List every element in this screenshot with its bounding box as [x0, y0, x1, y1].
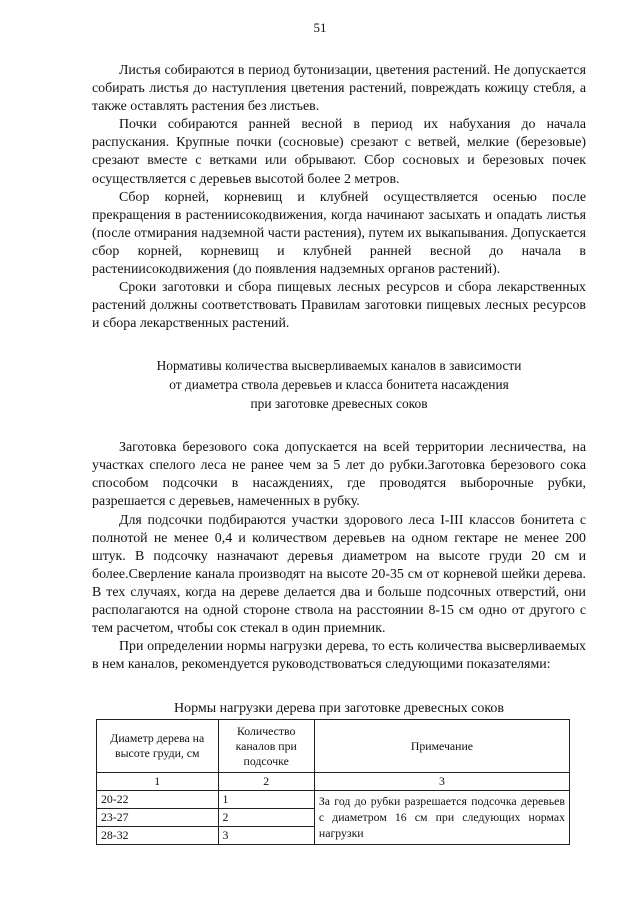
paragraph-load-norms: При определении нормы нагрузки дерева, то есть количества высверливаемых в нем каналов, рекомендуется руководствоваться следующими показателями:: [92, 639, 586, 673]
column-number-3: 3: [314, 773, 569, 791]
tapping-load-table: [96, 719, 570, 845]
diameter-cell: 28-32: [97, 827, 219, 845]
table-row: [97, 791, 570, 809]
column-number-2: 2: [218, 773, 314, 791]
paragraph-roots: Сбор корней, корневищ и клубней осуществляется осенью после прекращения в растениисокодвижения, когда начинают засыхать и опадать листья (после отмирания надземной части растения), путем их выкапывания. Допускается сбор корней, корневищ и клубней ранней весной до начала в растениисокодвижения (до появления надземных органов растений).: [92, 189, 586, 278]
paragraph-terms: Сроки заготовки и сбора пищевых лесных ресурсов и сбора лекарственных растений должны соответствовать Правилам заготовки пищевых лесных ресурсов и сбора лекарственных растений.: [92, 280, 586, 332]
header-note: Примечание: [314, 720, 569, 773]
table-header-row: [97, 720, 570, 773]
page-number: 51: [313, 20, 327, 35]
paragraph-buds: Почки собираются ранней весной в период их набухания до начала распускания. Крупные почки (сосновые) срезают с ветвей, мелкие (березовые) срезают вместе с ветками или обрывают. Сбор сосновых и березовых почек осуществляется с деревьев высотой более 2 метров.: [92, 117, 586, 187]
section-heading: [92, 357, 586, 413]
diameter-cell: 20-22: [97, 791, 219, 809]
channels-cell: 3: [218, 827, 314, 845]
note-cell: За год до рубки разрешается подсочка деревьев с диаметром 16 см при следующих нормах нагрузки: [314, 791, 569, 845]
paragraph-birch-sap: Заготовка березового сока допускается на всей территории лесничества, на участках спелого леса не ранее чем за 5 лет до рубки.Заготовка березового сока способом подсочки в насаждениях, где проводятся выборочные рубки, разрешается с деревьев, намеченных в рубку.: [92, 440, 586, 510]
table-number-row: [97, 773, 570, 791]
paragraph-leaves: Листья собираются в период бутонизации, цветения растений. Не допускается собирать листья до наступления цветения растений, повреждать кожицу стебля, а также оставлять растения без листьев.: [92, 63, 586, 115]
paragraph-tapping: Для подсочки подбираются участки здорового леса I-III классов бонитета с полнотой не менее 0,4 и количеством деревьев на одном гектаре не менее 200 штук. В подсочку назначают деревья диаметром на высоте груди 20 см и более.Сверление канала производят на высоте 20-35 см от корневой шейки дерева. В тех случаях, когда на дереве делается два и больше подсочных отверстий, они располагаются на одной стороне ствола на расстоянии 8-15 см одно от другого с тем расчетом, чтобы сок стекал в один приемник.: [92, 512, 586, 637]
section-heading-line-1: Нормативы количества высверливаемых каналов в зависимости: [156, 358, 522, 374]
section-heading-line-2: от диаметра ствола деревьев и класса бонитета насаждения: [169, 377, 509, 392]
column-number-1: 1: [97, 773, 219, 791]
table-title: Нормы нагрузки дерева при заготовке древесных соков: [173, 701, 505, 717]
channels-cell: 2: [218, 809, 314, 827]
diameter-cell: 23-27: [97, 809, 219, 827]
document-body: [92, 62, 586, 735]
header-diameter: Диаметр дерева на высоте груди, см: [97, 720, 219, 773]
channels-cell: 1: [218, 791, 314, 809]
header-channels: Количество каналов при подсочке: [218, 720, 314, 773]
section-heading-line-3: при заготовке древесных соков: [250, 395, 428, 411]
